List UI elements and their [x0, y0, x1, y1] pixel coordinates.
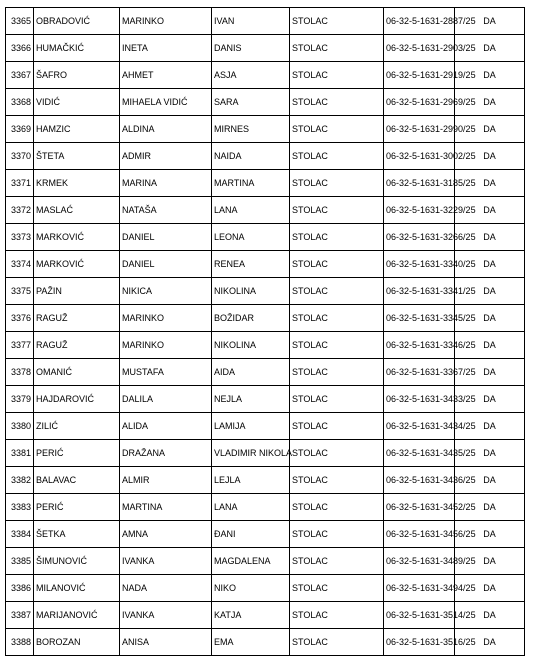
municipality-cell: STOLAC: [290, 359, 384, 386]
status-cell: DA: [455, 278, 525, 305]
municipality-cell: STOLAC: [290, 413, 384, 440]
row-number-cell: 3388: [6, 629, 34, 656]
parent-name-cell: MARINKO: [120, 8, 212, 35]
row-number-cell: 3374: [6, 251, 34, 278]
status-cell: DA: [455, 305, 525, 332]
first-name-cell: LAMIJA: [212, 413, 290, 440]
row-number-cell: 3370: [6, 143, 34, 170]
parent-name-cell: ADMIR: [120, 143, 212, 170]
surname-cell: PAŽIN: [34, 278, 120, 305]
status-cell: DA: [455, 359, 525, 386]
reference-number-cell: 06-32-5-1631-3341/25: [384, 278, 455, 305]
municipality-cell: STOLAC: [290, 521, 384, 548]
first-name-cell: ĐANI: [212, 521, 290, 548]
reference-number-cell: 06-32-5-1631-3494/25: [384, 575, 455, 602]
reference-number-cell: 06-32-5-1631-3346/25: [384, 332, 455, 359]
status-cell: DA: [455, 575, 525, 602]
first-name-cell: LEONA: [212, 224, 290, 251]
status-cell: DA: [455, 170, 525, 197]
municipality-cell: STOLAC: [290, 440, 384, 467]
table-row: [6, 413, 525, 440]
parent-name-cell: DANIEL: [120, 251, 212, 278]
row-number-cell: 3378: [6, 359, 34, 386]
status-cell: DA: [455, 521, 525, 548]
municipality-cell: STOLAC: [290, 575, 384, 602]
table-row: [6, 386, 525, 413]
first-name-cell: SARA: [212, 89, 290, 116]
parent-name-cell: NATAŠA: [120, 197, 212, 224]
row-number-cell: 3372: [6, 197, 34, 224]
surname-cell: ŠETKA: [34, 521, 120, 548]
parent-name-cell: ANISA: [120, 629, 212, 656]
row-number-cell: 3373: [6, 224, 34, 251]
table-row: [6, 8, 525, 35]
table-row: [6, 494, 525, 521]
surname-cell: HAJDAROVIĆ: [34, 386, 120, 413]
parent-name-cell: MARINA: [120, 170, 212, 197]
parent-name-cell: ALMIR: [120, 467, 212, 494]
municipality-cell: STOLAC: [290, 278, 384, 305]
surname-cell: ŠIMUNOVIĆ: [34, 548, 120, 575]
first-name-cell: MARTINA: [212, 170, 290, 197]
first-name-cell: IVAN: [212, 8, 290, 35]
municipality-cell: STOLAC: [290, 548, 384, 575]
municipality-cell: STOLAC: [290, 305, 384, 332]
surname-cell: HUMAČKIĆ: [34, 35, 120, 62]
table-row: [6, 170, 525, 197]
first-name-cell: LANA: [212, 494, 290, 521]
table-row: [6, 197, 525, 224]
municipality-cell: STOLAC: [290, 197, 384, 224]
first-name-cell: EMA: [212, 629, 290, 656]
table-row: [6, 467, 525, 494]
reference-number-cell: 06-32-5-1631-3340/25: [384, 251, 455, 278]
first-name-cell: LEJLA: [212, 467, 290, 494]
reference-number-cell: 06-32-5-1631-2903/25: [384, 35, 455, 62]
municipality-cell: STOLAC: [290, 386, 384, 413]
first-name-cell: AIDA: [212, 359, 290, 386]
first-name-cell: VLADIMIR NIKOLA: [212, 440, 290, 467]
status-cell: DA: [455, 548, 525, 575]
reference-number-cell: 06-32-5-1631-3229/25: [384, 197, 455, 224]
status-cell: DA: [455, 467, 525, 494]
surname-cell: MARIJANOVIĆ: [34, 602, 120, 629]
records-table-body: [6, 8, 525, 656]
parent-name-cell: ALDINA: [120, 116, 212, 143]
parent-name-cell: IVANKA: [120, 548, 212, 575]
parent-name-cell: INETA: [120, 35, 212, 62]
parent-name-cell: MARTINA: [120, 494, 212, 521]
surname-cell: ZILIĆ: [34, 413, 120, 440]
municipality-cell: STOLAC: [290, 251, 384, 278]
municipality-cell: STOLAC: [290, 467, 384, 494]
parent-name-cell: IVANKA: [120, 602, 212, 629]
table-row: [6, 440, 525, 467]
parent-name-cell: MUSTAFA: [120, 359, 212, 386]
parent-name-cell: DRAŽANA: [120, 440, 212, 467]
surname-cell: OMANIĆ: [34, 359, 120, 386]
row-number-cell: 3366: [6, 35, 34, 62]
reference-number-cell: 06-32-5-1631-3452/25: [384, 494, 455, 521]
parent-name-cell: AMNA: [120, 521, 212, 548]
reference-number-cell: 06-32-5-1631-3489/25: [384, 548, 455, 575]
status-cell: DA: [455, 251, 525, 278]
municipality-cell: STOLAC: [290, 116, 384, 143]
row-number-cell: 3379: [6, 386, 34, 413]
row-number-cell: 3383: [6, 494, 34, 521]
status-cell: DA: [455, 89, 525, 116]
reference-number-cell: 06-32-5-1631-2990/25: [384, 116, 455, 143]
row-number-cell: 3384: [6, 521, 34, 548]
status-cell: DA: [455, 224, 525, 251]
surname-cell: OBRADOVIĆ: [34, 8, 120, 35]
municipality-cell: STOLAC: [290, 332, 384, 359]
first-name-cell: KATJA: [212, 602, 290, 629]
reference-number-cell: 06-32-5-1631-3434/25: [384, 413, 455, 440]
reference-number-cell: 06-32-5-1631-3436/25: [384, 467, 455, 494]
surname-cell: BOROZAN: [34, 629, 120, 656]
surname-cell: MARKOVIĆ: [34, 224, 120, 251]
table-row: [6, 143, 525, 170]
table-row: [6, 224, 525, 251]
parent-name-cell: DALILA: [120, 386, 212, 413]
reference-number-cell: 06-32-5-1631-3367/25: [384, 359, 455, 386]
surname-cell: ŠAFRO: [34, 62, 120, 89]
reference-number-cell: 06-32-5-1631-3456/25: [384, 521, 455, 548]
table-row: [6, 521, 525, 548]
status-cell: DA: [455, 494, 525, 521]
first-name-cell: DANIS: [212, 35, 290, 62]
first-name-cell: NIKOLINA: [212, 332, 290, 359]
reference-number-cell: 06-32-5-1631-3433/25: [384, 386, 455, 413]
status-cell: DA: [455, 413, 525, 440]
first-name-cell: BOŽIDAR: [212, 305, 290, 332]
first-name-cell: RENEA: [212, 251, 290, 278]
parent-name-cell: NIKICA: [120, 278, 212, 305]
parent-name-cell: AHMET: [120, 62, 212, 89]
parent-name-cell: MIHAELA VIDIĆ: [120, 89, 212, 116]
first-name-cell: LANA: [212, 197, 290, 224]
municipality-cell: STOLAC: [290, 62, 384, 89]
table-row: [6, 332, 525, 359]
status-cell: DA: [455, 8, 525, 35]
first-name-cell: NIKO: [212, 575, 290, 602]
status-cell: DA: [455, 116, 525, 143]
municipality-cell: STOLAC: [290, 629, 384, 656]
surname-cell: RAGUŽ: [34, 332, 120, 359]
table-row: [6, 62, 525, 89]
municipality-cell: STOLAC: [290, 35, 384, 62]
row-number-cell: 3381: [6, 440, 34, 467]
parent-name-cell: DANIEL: [120, 224, 212, 251]
parent-name-cell: MARINKO: [120, 332, 212, 359]
reference-number-cell: 06-32-5-1631-2887/25: [384, 8, 455, 35]
surname-cell: VIDIĆ: [34, 89, 120, 116]
first-name-cell: ASJA: [212, 62, 290, 89]
municipality-cell: STOLAC: [290, 143, 384, 170]
table-row: [6, 305, 525, 332]
row-number-cell: 3371: [6, 170, 34, 197]
surname-cell: RAGUŽ: [34, 305, 120, 332]
row-number-cell: 3382: [6, 467, 34, 494]
municipality-cell: STOLAC: [290, 602, 384, 629]
surname-cell: PERIĆ: [34, 440, 120, 467]
status-cell: DA: [455, 143, 525, 170]
row-number-cell: 3376: [6, 305, 34, 332]
reference-number-cell: 06-32-5-1631-3516/25: [384, 629, 455, 656]
table-row: [6, 359, 525, 386]
table-row: [6, 575, 525, 602]
surname-cell: HAMZIC: [34, 116, 120, 143]
table-row: [6, 278, 525, 305]
reference-number-cell: 06-32-5-1631-2919/25: [384, 62, 455, 89]
status-cell: DA: [455, 332, 525, 359]
row-number-cell: 3377: [6, 332, 34, 359]
row-number-cell: 3385: [6, 548, 34, 575]
reference-number-cell: 06-32-5-1631-3514/25: [384, 602, 455, 629]
surname-cell: ŠTETA: [34, 143, 120, 170]
records-table: [5, 7, 525, 656]
row-number-cell: 3369: [6, 116, 34, 143]
status-cell: DA: [455, 602, 525, 629]
surname-cell: KRMEK: [34, 170, 120, 197]
table-row: [6, 89, 525, 116]
reference-number-cell: 06-32-5-1631-2969/25: [384, 89, 455, 116]
status-cell: DA: [455, 62, 525, 89]
surname-cell: MARKOVIĆ: [34, 251, 120, 278]
status-cell: DA: [455, 440, 525, 467]
first-name-cell: MIRNES: [212, 116, 290, 143]
surname-cell: PERIĆ: [34, 494, 120, 521]
reference-number-cell: 06-32-5-1631-3345/25: [384, 305, 455, 332]
row-number-cell: 3375: [6, 278, 34, 305]
table-row: [6, 116, 525, 143]
reference-number-cell: 06-32-5-1631-3002/25: [384, 143, 455, 170]
surname-cell: BALAVAC: [34, 467, 120, 494]
surname-cell: MILANOVIĆ: [34, 575, 120, 602]
parent-name-cell: ALIDA: [120, 413, 212, 440]
municipality-cell: STOLAC: [290, 224, 384, 251]
row-number-cell: 3386: [6, 575, 34, 602]
municipality-cell: STOLAC: [290, 8, 384, 35]
row-number-cell: 3365: [6, 8, 34, 35]
table-row: [6, 629, 525, 656]
reference-number-cell: 06-32-5-1631-3435/25: [384, 440, 455, 467]
status-cell: DA: [455, 35, 525, 62]
first-name-cell: NAIDA: [212, 143, 290, 170]
reference-number-cell: 06-32-5-1631-3185/25: [384, 170, 455, 197]
row-number-cell: 3368: [6, 89, 34, 116]
status-cell: DA: [455, 386, 525, 413]
row-number-cell: 3380: [6, 413, 34, 440]
parent-name-cell: NADA: [120, 575, 212, 602]
first-name-cell: NEJLA: [212, 386, 290, 413]
municipality-cell: STOLAC: [290, 170, 384, 197]
surname-cell: MASLAĆ: [34, 197, 120, 224]
reference-number-cell: 06-32-5-1631-3266/25: [384, 224, 455, 251]
table-row: [6, 251, 525, 278]
table-row: [6, 548, 525, 575]
first-name-cell: NIKOLINA: [212, 278, 290, 305]
first-name-cell: MAGDALENA: [212, 548, 290, 575]
row-number-cell: 3387: [6, 602, 34, 629]
table-row: [6, 35, 525, 62]
status-cell: DA: [455, 197, 525, 224]
table-row: [6, 602, 525, 629]
row-number-cell: 3367: [6, 62, 34, 89]
status-cell: DA: [455, 629, 525, 656]
municipality-cell: STOLAC: [290, 89, 384, 116]
parent-name-cell: MARINKO: [120, 305, 212, 332]
municipality-cell: STOLAC: [290, 494, 384, 521]
